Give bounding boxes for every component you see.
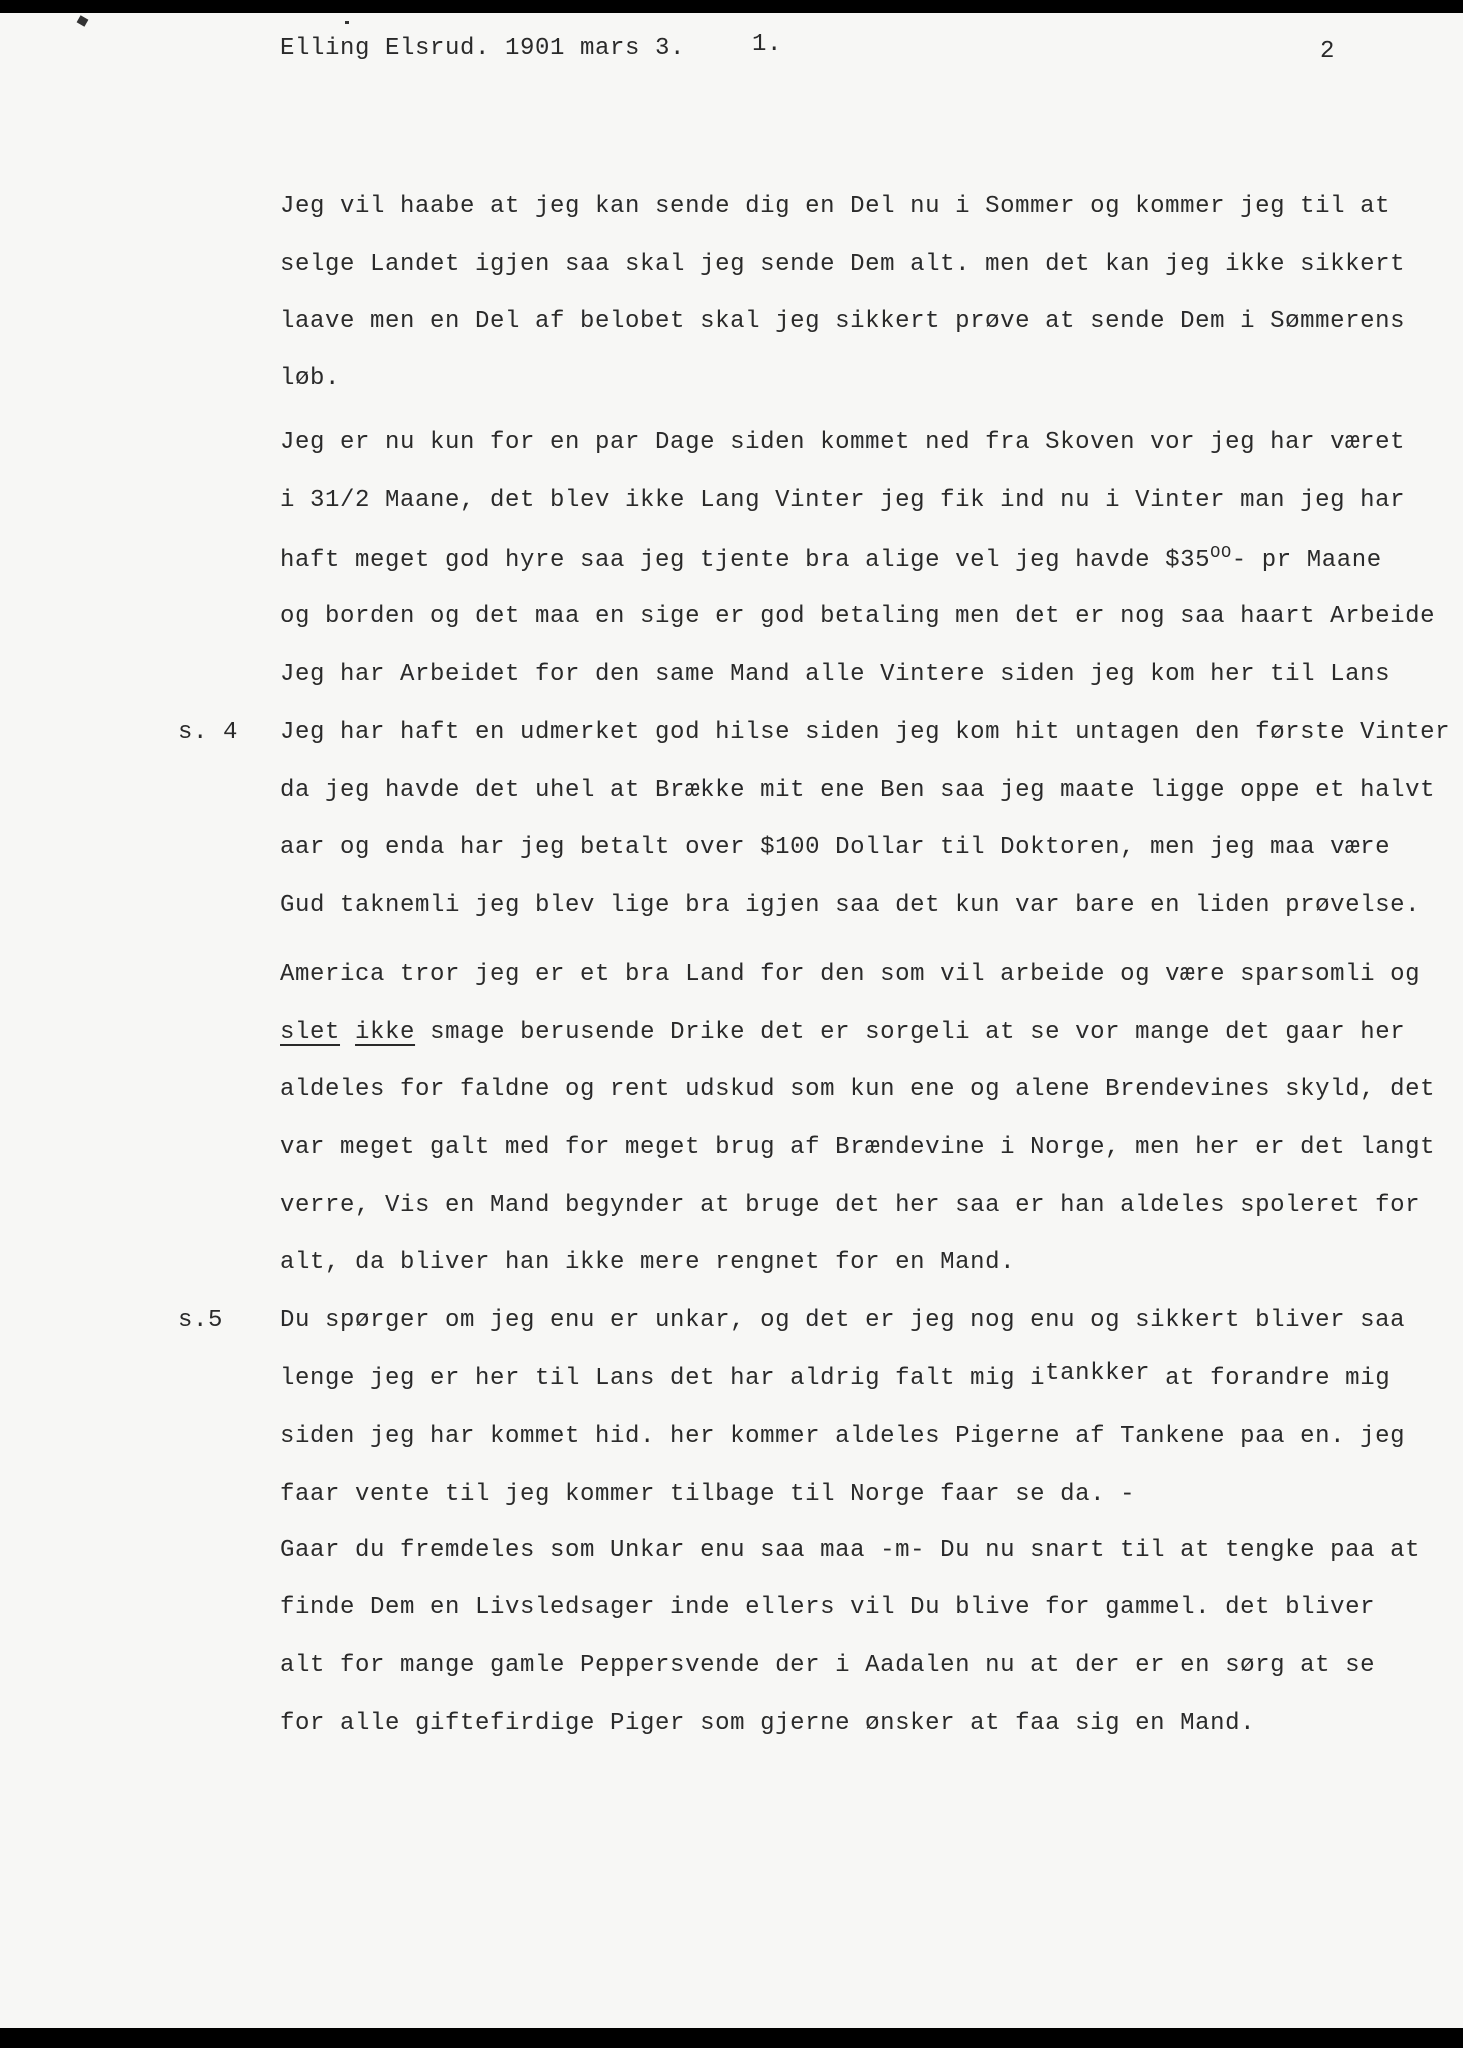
text-line: Gud taknemli jeg blev lige bra igjen saa det kun var bare en liden prøvelse.	[280, 892, 1421, 919]
text-line: var meget galt med for meget brug af Brændevine i Norge, men her er det langt	[280, 1134, 1436, 1161]
text-line: da jeg havde det uhel at Brække mit ene Ben saa jeg maate ligge oppe et halvt	[280, 777, 1436, 804]
text-line: og borden og det maa en sige er god betaling men det er nog saa haart Arbeide	[280, 603, 1436, 630]
text-line: Gaar du fremdeles som Unkar enu saa maa -m- Du nu snart til at tengke paa at	[280, 1537, 1421, 1564]
ink-speck	[77, 15, 89, 26]
raised-word: tankker	[1045, 1360, 1151, 1387]
text-line: aar og enda har jeg betalt over $100 Dollar til Doktoren, men jeg maa være	[280, 834, 1391, 861]
superscript-cents: OO	[1210, 544, 1232, 563]
text-line-with-underline	[280, 1019, 1405, 1046]
text-line: faar vente til jeg kommer tilbage til Norge faar se da. -	[280, 1481, 1136, 1508]
text-segment: haft meget god hyre saa jeg tjente bra alige vel jeg havde $35	[280, 547, 1211, 574]
text-line: verre, Vis en Mand begynder at bruge det her saa er han aldeles spoleret for	[280, 1192, 1421, 1219]
underlined-word: ikke	[355, 1019, 416, 1046]
underlined-word: slet	[280, 1019, 341, 1046]
text-line: Jeg har haft en udmerket god hilse siden jeg kom hit untagen den første Vinter	[280, 719, 1451, 746]
text-line: løb.	[280, 365, 341, 392]
text-line: for alle giftefirdige Piger som gjerne ønsker at faa sig en Mand.	[280, 1710, 1256, 1737]
header-author-date: Elling Elsrud. 1901 mars 3.	[280, 35, 686, 62]
text-line: siden jeg har kommet hid. her kommer aldeles Pigerne af Tankene paa en. jeg	[280, 1423, 1406, 1450]
text-line: aldeles for faldne og rent udskud som kun ene og alene Brendevines skyld, det	[280, 1076, 1436, 1103]
document-page	[0, 13, 1463, 2028]
text-line: Jeg er nu kun for en par Dage siden kommet ned fra Skoven vor jeg har været	[280, 429, 1406, 456]
text-line: Jeg vil haabe at jeg kan sende dig en Del nu i Sommer og kommer jeg til at	[280, 193, 1391, 220]
margin-note: s.5	[178, 1307, 224, 1334]
text-line: laave men en Del af belobet skal jeg sikkert prøve at sende Dem i Sømmerens	[280, 308, 1406, 335]
text-segment: lenge jeg er her til Lans det har aldrig falt mig i	[280, 1365, 1046, 1392]
text-line: alt, da bliver han ikke mere rengnet for en Mand.	[280, 1249, 1016, 1276]
text-segment: at forandre mig	[1150, 1365, 1391, 1392]
page-number: 2	[1320, 38, 1336, 65]
text-line: i 31/2 Maane, det blev ikke Lang Vinter jeg fik ind nu i Vinter man jeg har	[280, 487, 1406, 514]
text-line-with-raised-word	[280, 1360, 1391, 1392]
text-line: finde Dem en Livsledsager inde ellers vil Du blive for gammel. det bliver	[280, 1594, 1376, 1621]
text-line: alt for mange gamle Peppersvende der i Aadalen nu at der er en sørg at se	[280, 1652, 1376, 1679]
margin-note: s. 4	[178, 719, 239, 746]
text-line: Du spørger om jeg enu er unkar, og det er jeg nog enu og sikkert bliver saa	[280, 1307, 1406, 1334]
text-line: Jeg har Arbeidet for den same Mand alle Vintere siden jeg kom her til Lans	[280, 661, 1391, 688]
text-line: selge Landet igjen saa skal jeg sende Dem alt. men det kan jeg ikke sikkert	[280, 251, 1406, 278]
text-segment: - pr Maane	[1231, 547, 1382, 574]
text-line-with-superscript	[280, 544, 1382, 574]
ink-speck	[345, 21, 349, 24]
header-section: 1.	[752, 31, 783, 58]
text-segment: smage berusende Drike det er sorgeli at se vor mange det gaar her	[430, 1019, 1406, 1046]
text-line: America tror jeg er et bra Land for den som vil arbeide og være sparsomli og	[280, 961, 1421, 988]
